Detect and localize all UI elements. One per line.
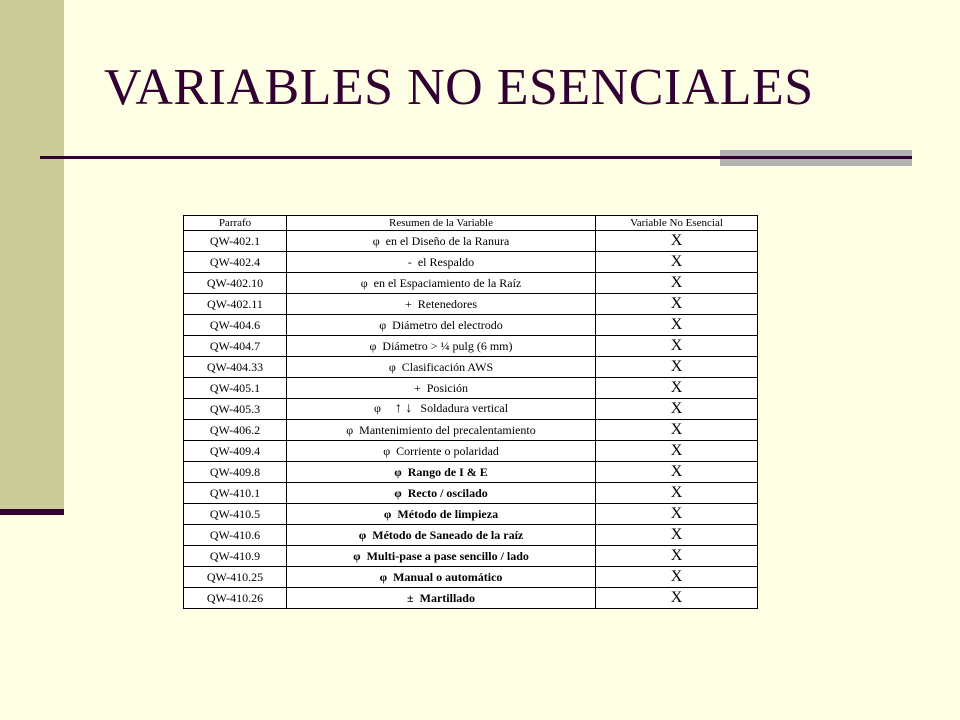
summary-cell [287,273,596,294]
summary-cell [287,588,596,609]
summary-cell [287,378,596,399]
table-row [184,588,758,609]
table-row [184,441,758,462]
non-essential-mark: X [596,399,758,420]
summary-cell [287,357,596,378]
summary-text: Clasificación AWS [401,359,494,374]
non-essential-mark: X [596,273,758,294]
summary-text: Manual o automático [393,569,503,584]
paragraph-cell: QW-409.4 [184,441,287,462]
non-essential-mark: X [596,231,758,252]
paragraph-cell: QW-410.9 [184,546,287,567]
variable-symbol: φ [360,275,368,290]
summary-text: Soldadura vertical [420,401,509,415]
variable-symbol: φ [358,527,367,542]
summary-text: Método de limpieza [397,506,499,521]
summary-text: Retenedores [417,296,478,311]
non-essential-mark: X [596,483,758,504]
variable-symbol: φ [379,569,388,584]
table-row [184,231,758,252]
summary-text: Mantenimiento del precalentamiento [359,422,536,437]
non-essential-mark: X [596,420,758,441]
slide-title: VARIABLES NO ESENCIALES [104,59,814,116]
table-row [184,294,758,315]
variable-symbol: φ [373,401,381,415]
summary-cell [287,525,596,546]
summary-cell [287,483,596,504]
table-row [184,483,758,504]
paragraph-cell: QW-405.3 [184,399,287,420]
table-row [184,399,758,420]
summary-cell [287,231,596,252]
summary-cell [287,315,596,336]
paragraph-cell: QW-409.8 [184,462,287,483]
non-essential-mark: X [596,567,758,588]
summary-cell [287,336,596,357]
variable-symbol: φ [379,317,387,332]
non-essential-mark: X [596,588,758,609]
variable-symbol: φ [369,338,377,353]
variable-symbol: + [413,380,421,395]
summary-text: Martillado [419,590,475,605]
paragraph-cell: QW-402.10 [184,273,287,294]
header-non-essential: Variable No Esencial [596,216,758,231]
non-essential-mark: X [596,378,758,399]
up-down-arrows-icon: ↑ ↓ [394,401,413,416]
summary-text: Rango de I & E [407,464,488,479]
table-header-row [184,216,758,231]
variables-table [183,215,758,609]
variable-symbol: φ [383,506,392,521]
table-row [184,252,758,273]
non-essential-mark: X [596,441,758,462]
summary-cell [287,441,596,462]
table-row [184,378,758,399]
paragraph-cell: QW-402.1 [184,231,287,252]
summary-cell [287,567,596,588]
variable-symbol: φ [383,443,391,458]
summary-cell [287,462,596,483]
summary-cell [287,504,596,525]
left-bar-accent-line [0,509,64,515]
summary-cell [287,399,596,420]
summary-text: Multi-pase a pase sencillo / lado [366,548,529,563]
paragraph-cell: QW-404.6 [184,315,287,336]
non-essential-mark: X [596,504,758,525]
summary-cell [287,252,596,273]
summary-text: el Respaldo [417,254,475,269]
variable-symbol: + [404,296,412,311]
table-row [184,504,758,525]
non-essential-mark: X [596,357,758,378]
paragraph-cell: QW-410.5 [184,504,287,525]
paragraph-cell: QW-402.4 [184,252,287,273]
variable-symbol: ± [407,590,414,605]
table-row [184,567,758,588]
table-row [184,357,758,378]
variable-symbol: φ [394,464,402,479]
variable-symbol: φ [353,548,361,563]
table-row [184,336,758,357]
left-decorative-bar [0,0,64,512]
table-row [184,315,758,336]
paragraph-cell: QW-410.26 [184,588,287,609]
paragraph-cell: QW-410.25 [184,567,287,588]
variable-symbol: - [407,254,412,269]
variable-symbol: φ [388,359,396,374]
non-essential-mark: X [596,294,758,315]
paragraph-cell: QW-404.7 [184,336,287,357]
variables-table-container [183,215,757,609]
table-body [184,231,758,609]
paragraph-cell: QW-406.2 [184,420,287,441]
summary-text: en el Espaciamiento de la Raíz [373,275,522,290]
non-essential-mark: X [596,252,758,273]
summary-text: Recto / oscilado [407,485,488,500]
paragraph-cell: QW-402.11 [184,294,287,315]
summary-cell [287,546,596,567]
table-row [184,462,758,483]
table-row [184,525,758,546]
variable-symbol: φ [346,422,354,437]
summary-cell [287,420,596,441]
header-paragraph: Parrafo [184,216,287,231]
summary-text: Posición [426,380,469,395]
summary-cell [287,294,596,315]
table-row [184,546,758,567]
non-essential-mark: X [596,462,758,483]
summary-text: Diámetro > ¼ pulg (6 mm) [382,338,513,353]
non-essential-mark: X [596,336,758,357]
summary-text: Corriente o polaridad [396,443,499,458]
summary-text: en el Diseño de la Ranura [385,233,510,248]
paragraph-cell: QW-405.1 [184,378,287,399]
non-essential-mark: X [596,546,758,567]
paragraph-cell: QW-410.6 [184,525,287,546]
header-summary: Resumen de la Variable [287,216,596,231]
summary-text: Diámetro del electrodo [392,317,503,332]
paragraph-cell: QW-410.1 [184,483,287,504]
paragraph-cell: QW-404.33 [184,357,287,378]
non-essential-mark: X [596,525,758,546]
variable-symbol: φ [394,485,402,500]
non-essential-mark: X [596,315,758,336]
table-row [184,273,758,294]
summary-text: Método de Saneado de la raíz [372,527,524,542]
variable-symbol: φ [372,233,380,248]
table-row [184,420,758,441]
title-rule-overlay [720,156,912,159]
